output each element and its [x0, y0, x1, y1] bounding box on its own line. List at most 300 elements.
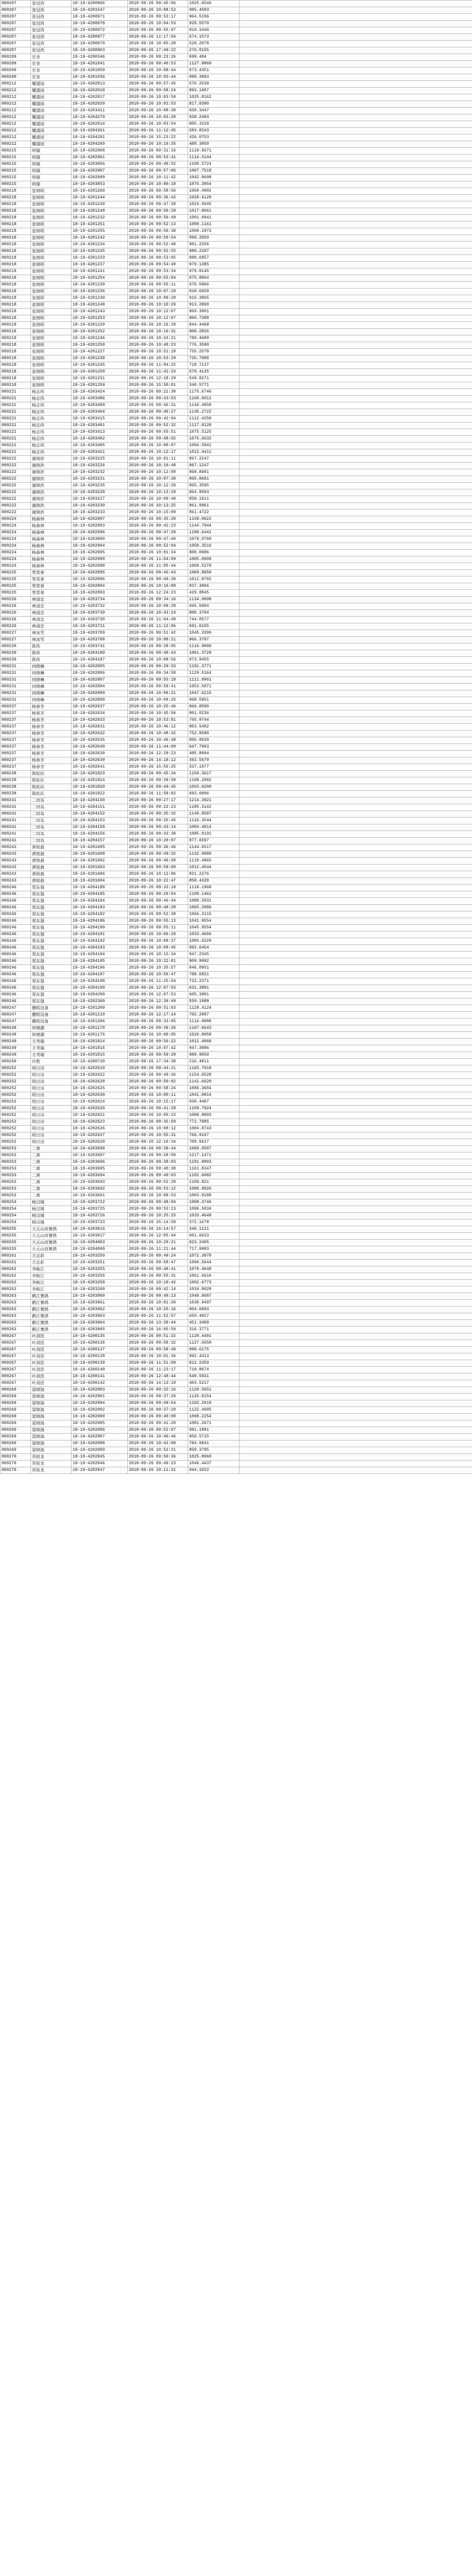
owner-cell: 杨志伟	[31, 429, 72, 436]
ring-number-cell: 18-19-4202995	[72, 550, 128, 556]
speed-cell: 920.5570	[188, 21, 240, 27]
ring-number-cell: 18-19-4204150	[72, 798, 128, 804]
arrival-time-cell: 2018-09-26 15:50:01	[128, 382, 188, 389]
club-id-cell: 000222	[1, 463, 31, 469]
table-row	[1, 1407, 472, 1414]
ring-number-cell: 18-19-4201602	[72, 858, 128, 865]
owner-cell: 管常春	[31, 590, 72, 597]
blank-cell	[240, 94, 472, 101]
speed-cell: 817.8390	[188, 101, 240, 108]
ring-number-cell: 18-19-4202805	[72, 664, 128, 670]
blank-cell	[240, 1347, 472, 1353]
blank-cell	[240, 1099, 472, 1106]
club-id-cell: 000222	[1, 469, 31, 476]
club-id-cell: 000230	[1, 650, 31, 657]
club-id-cell: 000222	[1, 510, 31, 516]
ring-number-cell: 18-19-4201608	[72, 851, 128, 858]
speed-cell: 1000.8893	[188, 1112, 240, 1119]
arrival-time-cell: 2018-09-26 09:52:55	[128, 248, 188, 255]
ring-number-cell: 18-19-4201816	[72, 1045, 128, 1052]
club-id-cell: 000252	[1, 1132, 31, 1139]
table-row	[1, 1427, 472, 1434]
owner-cell: 李栋江	[31, 1286, 72, 1293]
ring-number-cell: 18-19-4202620	[72, 1106, 128, 1112]
blank-cell	[240, 697, 472, 704]
blank-cell	[240, 349, 472, 355]
arrival-time-cell: 2018-09-26 10:04:53	[128, 21, 188, 27]
ring-number-cell: 18-19-4200966	[72, 1, 128, 7]
blank-cell	[240, 74, 472, 81]
arrival-time-cell: 2018-09-26 10:48:23	[128, 342, 188, 349]
table-row	[1, 295, 472, 302]
ring-number-cell: 18-19-4202619	[72, 1065, 128, 1072]
speed-cell: 1127.9869	[188, 61, 240, 67]
table-row	[1, 222, 472, 228]
arrival-time-cell: 2018-09-26 09:37:20	[128, 1394, 188, 1400]
arrival-time-cell: 2018-09-26 09:31:16	[128, 148, 188, 155]
owner-cell: 郑东强	[31, 978, 72, 985]
ring-number-cell: 18-19-4203017	[72, 1233, 128, 1240]
table-row	[1, 577, 472, 583]
ring-number-cell: 18-19-4202630	[72, 1092, 128, 1099]
arrival-time-cell: 2018-09-26 10:08:53	[128, 1193, 188, 1199]
owner-cell: 二黄	[31, 1159, 72, 1166]
arrival-time-cell: 2018-09-26 10:40:46	[128, 1434, 188, 1440]
blank-cell	[240, 543, 472, 550]
club-id-cell: 000207	[1, 34, 31, 41]
blank-cell	[240, 1260, 472, 1266]
speed-cell: 1046.4437	[188, 1461, 240, 1467]
arrival-time-cell: 2018-09-26 09:27:17	[128, 798, 188, 804]
club-id-cell: 000263	[1, 1293, 31, 1300]
owner-cell: 张锦明	[31, 282, 72, 289]
speed-cell: 316.3771	[188, 1327, 240, 1333]
arrival-time-cell: 2018-09-26 10:03:58	[128, 94, 188, 101]
ring-number-cell: 18-19-4200978	[72, 21, 128, 27]
owner-cell: 耀盛园	[31, 81, 72, 88]
speed-cell: 1025.6546	[188, 1, 240, 7]
club-id-cell: 000218	[1, 342, 31, 349]
arrival-time-cell: 2018-09-26 09:58:24	[128, 88, 188, 94]
ring-number-cell: 18-19-4203695	[72, 1166, 128, 1173]
blank-cell	[240, 744, 472, 751]
arrival-time-cell: 2018-09-26 11:04:22	[128, 362, 188, 369]
owner-cell: 张冠西	[31, 14, 72, 21]
blank-cell	[240, 469, 472, 476]
owner-cell: 张锦明	[31, 335, 72, 342]
club-id-cell: 000226	[1, 610, 31, 617]
owner-cell: 郑东强	[31, 985, 72, 992]
table-row	[1, 1159, 472, 1166]
arrival-time-cell: 2018-09-26 09:42:23	[128, 523, 188, 530]
arrival-time-cell: 2018-09-26 09:58:32	[128, 1340, 188, 1347]
blank-cell	[240, 168, 472, 175]
table-row	[1, 1434, 472, 1440]
club-id-cell: 000267	[1, 1360, 31, 1367]
speed-cell: 864.9503	[188, 489, 240, 496]
speed-cell: 426.0753	[188, 134, 240, 141]
arrival-time-cell: 2018-09-26 09:58:56	[128, 188, 188, 195]
club-id-cell: 000261	[1, 1260, 31, 1266]
club-id-cell: 000263	[1, 1313, 31, 1320]
owner-cell: 杨森林	[31, 523, 72, 530]
owner-cell: 张锦明	[31, 242, 72, 248]
ring-number-cell: 18-19-4204152	[72, 811, 128, 818]
blank-cell	[240, 496, 472, 503]
ring-number-cell: 18-19-4202808	[72, 697, 128, 704]
arrival-time-cell: 2018-09-26 09:50:29	[128, 208, 188, 215]
blank-cell	[240, 1206, 472, 1213]
owner-cell: 黄锐毅	[31, 844, 72, 851]
ring-number-cell: 18-19-4202626	[72, 1126, 128, 1132]
speed-cell: 780.4689	[188, 335, 240, 342]
table-row	[1, 590, 472, 597]
speed-cell: 999.2850	[188, 235, 240, 242]
table-row	[1, 985, 472, 992]
table-row	[1, 188, 472, 195]
ring-number-cell: 18-19-4204000	[72, 1246, 128, 1253]
owner-cell: 张锦明	[31, 349, 72, 355]
owner-cell: 郑东强	[31, 905, 72, 911]
arrival-time-cell: 2018-09-26 09:53:17	[128, 14, 188, 21]
ring-number-cell: 18-19-4203230	[72, 503, 128, 510]
club-id-cell: 000262	[1, 1280, 31, 1286]
club-id-cell: 000246	[1, 992, 31, 998]
speed-cell: 998.3093	[188, 74, 240, 81]
blank-cell	[240, 128, 472, 134]
blank-cell	[240, 1106, 472, 1112]
club-id-cell: 000253	[1, 1166, 31, 1173]
club-id-cell: 000243	[1, 865, 31, 871]
speed-cell: 719.8674	[188, 1367, 240, 1374]
arrival-time-cell: 2018-09-26 09:46:31	[128, 402, 188, 409]
blank-cell	[240, 376, 472, 382]
ring-number-cell: 18-19-4201232	[72, 215, 128, 222]
ring-number-cell: 18-19-4204190	[72, 925, 128, 931]
ring-number-cell: 18-19-4201209	[72, 1005, 128, 1012]
arrival-time-cell: 2018-09-26 14:13:19	[128, 1380, 188, 1387]
club-id-cell: 000252	[1, 1119, 31, 1126]
blank-cell	[240, 1112, 472, 1119]
owner-cell: 明日诗	[31, 1065, 72, 1072]
speed-cell: 1191.9893	[188, 1159, 240, 1166]
table-row	[1, 865, 472, 871]
arrival-time-cell: 2018-09-26 09:52:07	[128, 1427, 188, 1434]
arrival-time-cell: 2018-09-26 10:10:48	[128, 463, 188, 469]
table-row	[1, 1086, 472, 1092]
arrival-time-cell: 2018-09-26 10:08:21	[128, 637, 188, 643]
arrival-time-cell: 2018-09-26 09:53:05	[128, 255, 188, 262]
owner-cell: 方考瑞	[31, 1045, 72, 1052]
ring-number-cell: 18-19-4203961	[72, 1300, 128, 1307]
speed-cell: 1109.821	[188, 1179, 240, 1186]
club-id-cell: 000270	[1, 1467, 31, 1474]
table-row	[1, 1327, 472, 1333]
arrival-time-cell: 2018-09-26 09:35:45	[128, 818, 188, 824]
ring-number-cell: 18-19-4203853	[72, 181, 128, 188]
ring-number-cell: 18-19-4201260	[72, 188, 128, 195]
blank-cell	[240, 556, 472, 563]
ring-number-cell: 18-19-4201238	[72, 355, 128, 362]
club-id-cell: 000215	[1, 161, 31, 168]
club-id-cell: 000246	[1, 931, 31, 938]
arrival-time-cell: 2018-09-26 10:15:17	[128, 1099, 188, 1106]
table-row	[1, 34, 472, 41]
club-id-cell: 000222	[1, 483, 31, 489]
arrival-time-cell: 2018-09-26 09:33:05	[128, 1019, 188, 1025]
table-row	[1, 536, 472, 543]
owner-cell: 张锦明	[31, 315, 72, 322]
arrival-time-cell: 2018-09-26 10:06:29	[128, 931, 188, 938]
club-id-cell: 000218	[1, 208, 31, 215]
arrival-time-cell: 2018-09-26 09:22:23	[128, 804, 188, 811]
table-row	[1, 456, 472, 463]
table-row	[1, 175, 472, 181]
blank-cell	[240, 985, 472, 992]
club-id-cell: 000225	[1, 577, 31, 583]
owner-cell: 郑东强	[31, 891, 72, 898]
club-id-cell: 000243	[1, 878, 31, 885]
table-row	[1, 108, 472, 114]
club-id-cell: 000218	[1, 262, 31, 268]
table-row	[1, 235, 472, 242]
blank-cell	[240, 798, 472, 804]
table-row	[1, 992, 472, 998]
arrival-time-cell: 2018-09-26 11:04:49	[128, 617, 188, 623]
owner-cell: 管常春	[31, 577, 72, 583]
speed-cell: 1069.8958	[188, 570, 240, 577]
speed-cell: 913.2860	[188, 302, 240, 309]
table-row	[1, 355, 472, 362]
table-row	[1, 1420, 472, 1427]
speed-cell: 1011.4068	[188, 1039, 240, 1045]
table-row	[1, 804, 472, 811]
table-row	[1, 1199, 472, 1206]
table-row	[1, 268, 472, 275]
owner-cell: 郑东强	[31, 972, 72, 978]
ring-number-cell: 18-19-4201206	[72, 1019, 128, 1025]
owner-cell: 何晓琳	[31, 697, 72, 704]
owner-cell: 张锦明	[31, 309, 72, 315]
table-row	[1, 516, 472, 523]
speed-cell: 1149.8587	[188, 811, 240, 818]
club-id-cell: 000237	[1, 737, 31, 744]
club-id-cell: 000218	[1, 201, 31, 208]
arrival-time-cell: 2018-09-26 10:08:44	[128, 67, 188, 74]
arrival-time-cell: 2018-09-26 10:01:36	[128, 1353, 188, 1360]
ring-number-cell: 18-19-4201254	[72, 275, 128, 282]
owner-cell: 谢锦洪	[31, 476, 72, 483]
ring-number-cell: 18-19-4202905	[72, 1420, 128, 1427]
owner-cell: 耀盛园	[31, 108, 72, 114]
arrival-time-cell: 2018-09-26 10:09:28	[128, 603, 188, 610]
arrival-time-cell: 2018-09-26 10:12:07	[128, 315, 188, 322]
table-row	[1, 335, 472, 342]
arrival-time-cell: 2018-09-26 09:34:58	[128, 670, 188, 677]
owner-cell: 林清忠	[31, 617, 72, 623]
table-row	[1, 1206, 472, 1213]
ring-number-cell: 18-19-4204187	[72, 657, 128, 664]
club-id-cell: 000231	[1, 670, 31, 677]
table-row	[1, 443, 472, 449]
club-id-cell: 000246	[1, 891, 31, 898]
ring-number-cell: 18-19-4202013	[72, 81, 128, 88]
blank-cell	[240, 1065, 472, 1072]
table-row	[1, 436, 472, 443]
table-row	[1, 824, 472, 831]
owner-cell: 何晓琳	[31, 664, 72, 670]
ring-number-cell: 18-19-4201822	[72, 791, 128, 798]
table-row	[1, 369, 472, 376]
ring-number-cell: 18-19-4203693	[72, 1179, 128, 1186]
ring-number-cell: 18-19-4201255	[72, 228, 128, 235]
speed-cell: 1009.3746	[188, 1199, 240, 1206]
blank-cell	[240, 382, 472, 389]
speed-cell: 1024.5045	[188, 201, 240, 208]
ring-number-cell: 18-19-4204184	[72, 898, 128, 905]
arrival-time-cell: 2018-09-26 09:43:14	[128, 824, 188, 831]
owner-cell: 李栋江	[31, 1273, 72, 1280]
ring-number-cell: 18-19-4201036	[72, 74, 128, 81]
ring-number-cell: 18-19-4202993	[72, 523, 128, 530]
table-row	[1, 94, 472, 101]
ring-number-cell: 18-19-4203421	[72, 449, 128, 456]
ring-number-cell: 18-19-4203962	[72, 1307, 128, 1313]
table-row	[1, 141, 472, 148]
speed-cell: 867.1247	[188, 463, 240, 469]
speed-cell: 1033.4648	[188, 1213, 240, 1219]
club-id-cell: 000218	[1, 355, 31, 362]
ring-number-cell: 18-19-4202902	[72, 1407, 128, 1414]
blank-cell	[240, 1019, 472, 1025]
blank-cell	[240, 643, 472, 650]
ring-number-cell: 18-19-4203404	[72, 409, 128, 416]
blank-cell	[240, 905, 472, 911]
blank-cell	[240, 724, 472, 731]
owner-cell: 明日诗	[31, 1106, 72, 1112]
club-id-cell: 000209	[1, 74, 31, 81]
club-id-cell: 000207	[1, 41, 31, 47]
arrival-time-cell: 2018-09-26 10:53:01	[128, 717, 188, 724]
speed-cell: 1002.6773	[188, 1280, 240, 1286]
blank-cell	[240, 1240, 472, 1246]
table-row	[1, 1447, 472, 1454]
blank-cell	[240, 1119, 472, 1126]
club-id-cell: 000255	[1, 1226, 31, 1233]
arrival-time-cell: 2018-09-26 15:23:22	[128, 134, 188, 141]
ring-number-cell: 18-19-4201606	[72, 871, 128, 878]
ring-number-cell: 18-19-4204158	[72, 824, 128, 831]
table-row	[1, 838, 472, 844]
club-id-cell: 000246	[1, 918, 31, 925]
speed-cell: 1185.3142	[188, 804, 240, 811]
ring-number-cell: 18-19-4201605	[72, 844, 128, 851]
table-row	[1, 476, 472, 483]
blank-cell	[240, 818, 472, 824]
arrival-time-cell: 2018-09-26 10:02:53	[128, 101, 188, 108]
speed-cell: 658.3447	[188, 108, 240, 114]
club-id-cell: 000231	[1, 684, 31, 690]
owner-cell: 张锦明	[31, 215, 72, 222]
owner-cell: 陈伟	[31, 650, 72, 657]
club-id-cell: 000209	[1, 61, 31, 67]
blank-cell	[240, 456, 472, 463]
speed-cell: 1214.3921	[188, 798, 240, 804]
arrival-time-cell: 2018-09-26 09:50:38	[128, 228, 188, 235]
speed-cell: 1119.9271	[188, 148, 240, 155]
ring-number-cell: 18-19-4203692	[72, 1186, 128, 1193]
ring-number-cell: 18-19-4202625	[72, 1086, 128, 1092]
owner-cell: 陈松民	[31, 777, 72, 784]
owner-cell: 谢锦洪	[31, 469, 72, 476]
owner-cell: 二黄	[31, 1146, 72, 1153]
arrival-time-cell: 2018-09-26 11:42:33	[128, 369, 188, 376]
club-id-cell: 000269	[1, 1420, 31, 1427]
ring-number-cell: 18-19-4202809	[72, 690, 128, 697]
club-id-cell: 000207	[1, 27, 31, 34]
club-id-cell: 000262	[1, 1266, 31, 1273]
speed-cell: 1110.4965	[188, 858, 240, 865]
owner-cell: 二田岛	[31, 798, 72, 804]
club-id-cell: 000263	[1, 1300, 31, 1307]
owner-cell: 耀盛园	[31, 121, 72, 128]
owner-cell: 大元山田赛鸽	[31, 1246, 72, 1253]
arrival-time-cell: 2018-09-26 10:07:42	[128, 1045, 188, 1052]
ring-number-cell: 18-19-4204192	[72, 938, 128, 945]
arrival-time-cell: 2018-09-26 10:09:40	[128, 496, 188, 503]
owner-cell: 宏业	[31, 61, 72, 67]
blank-cell	[240, 503, 472, 510]
speed-cell: 1086.3684	[188, 1086, 240, 1092]
ring-number-cell: 18-19-4201251	[72, 222, 128, 228]
club-id-cell: 000246	[1, 965, 31, 972]
owner-cell: 叶剑浩	[31, 1340, 72, 1347]
owner-cell: 林冰雪	[31, 630, 72, 637]
blank-cell	[240, 1387, 472, 1394]
owner-cell: 二黄	[31, 1193, 72, 1199]
arrival-time-cell: 2018-09-26 10:11:31	[128, 1467, 188, 1474]
blank-cell	[240, 838, 472, 844]
club-id-cell: 000237	[1, 717, 31, 724]
owner-cell: 谢锦洪	[31, 456, 72, 463]
ring-number-cell: 18-19-4201236	[72, 289, 128, 295]
club-id-cell: 000254	[1, 1206, 31, 1213]
blank-cell	[240, 911, 472, 918]
arrival-time-cell: 2018-09-26 12:48:44	[128, 1374, 188, 1380]
ring-number-cell: 18-19-4202629	[72, 1139, 128, 1146]
blank-cell	[240, 570, 472, 577]
owner-cell: 耀盛园	[31, 141, 72, 148]
club-id-cell: 000231	[1, 664, 31, 670]
owner-cell: 杨森林	[31, 550, 72, 556]
ring-number-cell: 18-19-4202968	[72, 148, 128, 155]
owner-cell: 张锦明	[31, 222, 72, 228]
ring-number-cell: 18-19-4204198	[72, 978, 128, 985]
owner-cell: 明日诗	[31, 1112, 72, 1119]
table-row	[1, 228, 472, 235]
club-id-cell: 000218	[1, 222, 31, 228]
blank-cell	[240, 242, 472, 248]
ring-number-cell: 18-19-4203960	[72, 1293, 128, 1300]
table-row	[1, 751, 472, 757]
speed-cell: 1126.8154	[188, 1394, 240, 1400]
arrival-time-cell: 2018-09-26 10:13:29	[128, 489, 188, 496]
blank-cell	[240, 1219, 472, 1226]
arrival-time-cell: 2018-09-26 10:08:52	[128, 7, 188, 14]
arrival-time-cell: 2018-09-26 09:49:58	[128, 858, 188, 865]
club-id-cell: 000255	[1, 1246, 31, 1253]
arrival-time-cell: 2018-09-26 12:29:23	[128, 751, 188, 757]
